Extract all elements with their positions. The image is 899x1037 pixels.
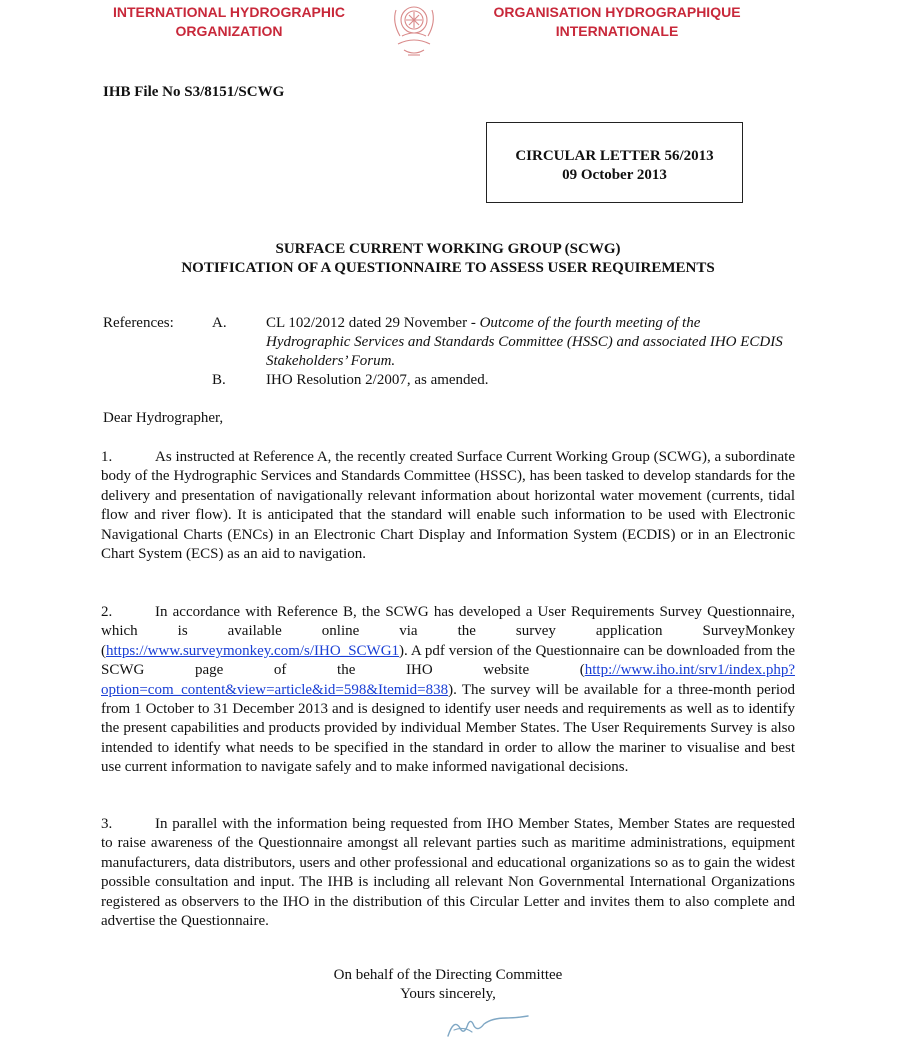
paragraph-3 [101,815,795,931]
reference-b-text: IHO Resolution 2/2007, as amended. [266,372,489,388]
surveymonkey-link[interactable]: https://www.surveymonkey.com/s/IHO_SCWG1 [106,642,400,659]
circular-letter-date: 09 October 2013 [562,167,667,183]
paragraph-2-text-c: ). The survey will be available for a three-month period from 1 October to 31 December 2013 and is designed to identify user needs and requirements as well as to identify the present capabilities and products provided by individual Member States. The User Requirements Survey is also intended to identify what needs to be specified in the standard in order to allow the mariner to visualise and best use current information to navigate safely and to make informed navigational decisions. [101,681,795,776]
closing-line2: Yours sincerely, [400,986,496,1002]
reference-b-letter: B. [212,372,226,388]
greeting: Dear Hydrographer, [103,410,224,426]
org-name-english [100,3,358,41]
circular-letter-box [486,122,743,203]
paragraph-2 [101,603,795,778]
letter-title [100,240,796,278]
reference-a-letter: A. [212,315,227,331]
paragraph-3-number: 3. [101,816,113,832]
reference-a-citation: CL 102/2012 dated 29 November - [266,315,480,331]
references-label: References: [103,315,174,331]
circular-letter-number: CIRCULAR LETTER 56/2013 [515,148,714,164]
org-name-french-line1: ORGANISATION HYDROGRAPHIQUE [493,4,741,20]
handwritten-signature [440,1010,535,1037]
paragraph-2-text-a: In accordance with Reference B, the SCWG has developed a User Requirements Survey Questionnaire, which is available online via the survey application SurveyMonkey ( [101,604,795,659]
file-number: IHB File No S3/8151/SCWG [103,84,285,100]
reference-a-title: Outcome of the fourth meeting of the Hydrographic Services and Standards Committee (HSSC) and associated IHO ECDIS Stakeholders’ Forum. [266,315,783,369]
paragraph-1-number: 1. [101,449,113,465]
closing [100,966,796,1004]
paragraph-2-number: 2. [101,604,113,620]
paragraph-2-text-b: ). A pdf version of the Questionnaire can be downloaded from the SCWG page of the IHO website ( [101,642,795,679]
org-name-french-line2: INTERNATIONALE [555,23,679,39]
iho-emblem-icon [388,0,440,58]
letter-title-line2: NOTIFICATION OF A QUESTIONNAIRE TO ASSESS USER REQUIREMENTS [181,260,715,276]
org-name-french [488,3,746,41]
paragraph-3-text: In parallel with the information being requested from IHO Member States, Member States are requested to raise awareness of the Questionnaire amongst all relevant parties such as maritime administrations, equipment manufacturers, data distributors, users and other professional and educational organizations so as to gain the widest possible consultation and input. The IHB is including all relevant Non Governmental International Organizations registered as observers to the IHO in the distribution of this Circular Letter and invites them to also complete and advertise the Questionnaire. [101,816,795,930]
org-name-english-line2: ORGANIZATION [175,23,283,39]
letter-title-line1: SURFACE CURRENT WORKING GROUP (SCWG) [275,241,621,257]
closing-line1: On behalf of the Directing Committee [333,967,563,983]
paragraph-1 [101,448,795,564]
reference-a-text [266,314,786,371]
paragraph-1-text: As instructed at Reference A, the recently created Surface Current Working Group (SCWG), a subordinate body of the Hydrographic Services and Standards Committee (HSSC), has been tasked to develop standards for the delivery and presentation of navigationally relevant information about horizontal water movement (currents, tidal flow and river flow). It is anticipated that the standard will enable such information to be used with Electronic Navigational Charts (ENCs) in an Electronic Chart Display and Information System (ECDIS) or in an Electronic Chart System (ECS) as an aid to navigation. [101,449,795,563]
org-name-english-line1: INTERNATIONAL HYDROGRAPHIC [112,4,346,20]
iho-website-link[interactable]: http://www.iho.int/srv1/index.php?option=com_content&view=article&id=598&Itemid=838 [101,662,795,698]
